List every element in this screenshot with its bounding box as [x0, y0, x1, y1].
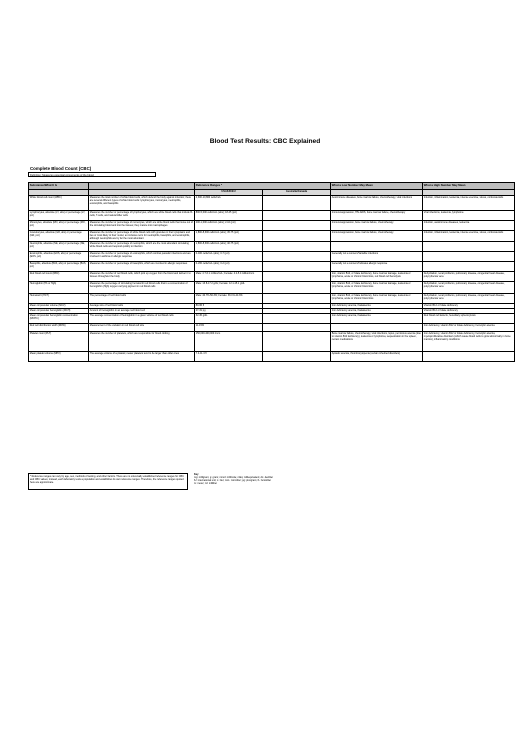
row-description: Average size of red blood cells [89, 303, 195, 308]
row-range-australia-canada [263, 313, 331, 323]
row-substance: Mean corpuscular hemoglobin concentration (MCHC) [29, 313, 89, 323]
row-range-usa-uk-eu: 1,800-8,300 cells/mcL (abs); 45-75 (pct) [195, 230, 263, 241]
row-range-australia-canada [263, 241, 331, 251]
row-description: Measures the number or percentage of white blood cells with granules in their cytoplasm and lies or most likely to their nuclei; an inclusive term for neutrophils, basophils, and eosinophils, although neutrophils are by far the most abundant [89, 230, 195, 241]
row-range-australia-canada [263, 351, 331, 361]
row-low-meaning: Autoimmune diseases, bone marrow failure, chemotherapy, viral infections [331, 195, 423, 210]
row-description: Measures the number or percentage of basophils, which are involved in allergic responses [89, 261, 195, 271]
header-what-it-is [89, 183, 195, 190]
row-description: Measures the number or percentage of lymphocytes, which are white blood cells that include B-cells, T-cells, and natural killer cells [89, 210, 195, 220]
row-substance: Red cell distribution width (RDW) [29, 323, 89, 331]
row-high-meaning: Vitamin B12 or folate deficiency [423, 303, 515, 308]
table-row [29, 230, 515, 241]
row-range-australia-canada [263, 271, 331, 281]
row-range-usa-uk-eu: 1,800-8,300 cells/mcL (abs); 40-75 (pct) [195, 241, 263, 251]
row-range-usa-uk-eu: Male: 13.8-17.2 g/dL; Female: 12.1-15.1 g/dL [195, 281, 263, 293]
row-low-meaning: Immunosuppression, HIV-AIDS, bone marrow failure, chemotherapy [331, 210, 423, 220]
table-row [29, 210, 515, 220]
key-heading: Key [194, 473, 199, 476]
row-low-meaning: Immunosuppression, bone marrow failure, chemotherapy [331, 220, 423, 230]
header-high-number: What a High Number May Mean [423, 183, 515, 190]
row-substance: Red blood cell count (RBC) [29, 271, 89, 281]
row-substance: Platelet count (PLT) [29, 331, 89, 351]
header-reference-ranges: Reference Ranges * [195, 183, 331, 190]
row-description: Measures the number or percentage of eosinophils, which combat parasitic infections and are involved in asthma or allergic response [89, 251, 195, 261]
row-substance: Mean platelet volume (MPV) [29, 351, 89, 361]
table-row [29, 195, 515, 210]
row-low-meaning: Iron, vitamin B12, or folate deficiency, bone marrow damage, leukemia or lymphoma, acute or chronic blood loss [331, 281, 423, 293]
row-high-meaning [423, 351, 515, 361]
row-high-meaning [423, 261, 515, 271]
row-description: The percentage of red blood cells [89, 293, 195, 303]
key-line: mg: milligram; g: gram; mmol: millimole; mEq: milliequivalent; dL: deciliter [194, 476, 274, 480]
row-range-australia-canada [263, 331, 331, 351]
key-block [194, 473, 314, 485]
row-substance: Lymphocytes, absolute (LY, abs) or percentage (LY, pct) [29, 210, 89, 220]
row-low-meaning: Iron, vitamin B12, or folate deficiency, bone marrow damage, leukemia or lymphoma, acute or chronic blood loss, red blood cell hemolysis [331, 271, 423, 281]
row-range-australia-canada [263, 251, 331, 261]
row-substance: Mean corpuscular volume (MCV) [29, 303, 89, 308]
row-low-meaning: Immunosuppression, bone marrow failure, chemotherapy [331, 230, 423, 241]
row-high-meaning: Iron deficiency, vitamin B12 or folate deficiency, hemolytic anemia, myeloproliferative disorders (which cause blood cells to grow abnormally in bone marrow), inflammatory conditions [423, 331, 515, 351]
row-range-australia-canada [263, 323, 331, 331]
row-substance: Hemoglobin (Hb or Hgb) [29, 281, 89, 293]
header-substance: Substance/What It Is [29, 183, 89, 190]
subheader-usa-uk-eu: USA/UK/EU [195, 189, 263, 195]
row-range-australia-canada [263, 210, 331, 220]
header-low-number: What a Low Number May Mean [331, 183, 423, 190]
row-substance: White blood cell count (WBC) [29, 195, 89, 210]
row-range-usa-uk-eu: 7.4-11.4 fl [195, 351, 263, 361]
row-high-meaning: Iron deficiency, vitamin B12 or folate deficiency, hemolytic anemia [423, 323, 515, 331]
row-substance: Basophils, absolute (BAS, abs) or percentage (BAS, pct) [29, 261, 89, 271]
row-description: The average concentration of hemoglobin in a given volume of red blood cells [89, 313, 195, 323]
table-row [29, 261, 515, 271]
row-high-meaning: Dehydration, renal problems, pulmonary disease, congenital heart disease, polycythemia vera [423, 271, 515, 281]
section-title: Complete Blood Count (CBC) [30, 166, 92, 171]
row-high-meaning: Dehydration, renal problems, pulmonary disease, congenital heart disease, polycythemia vera [423, 281, 515, 293]
table-row [29, 331, 515, 351]
table-body [29, 195, 515, 361]
row-substance: Eosinophils, absolute (EOS, abs) or percentage (EOS, pct) [29, 251, 89, 261]
row-low-meaning: Generally not a concern/Indicates allergic response [331, 261, 423, 271]
row-range-usa-uk-eu: 32-36 g/dL [195, 313, 263, 323]
row-low-meaning: Iron deficiency anemia, thalassemia [331, 303, 423, 308]
row-low-meaning: Iron, vitamin B12, or folate deficiency, bone marrow damage, leukemia or lymphoma, acute or chronic blood loss [331, 293, 423, 303]
table-row [29, 241, 515, 251]
row-description: Measures the number or percentage of monocytes, which are white blood cells that move out of the circulating blood and into the tissues; they mature into macrophages [89, 220, 195, 230]
row-high-meaning: Viral infections, leukemia, lymphoma [423, 210, 515, 220]
row-high-meaning: Dehydration, renal problems, pulmonary disease, congenital heart disease, polycythemia vera [423, 293, 515, 303]
key-line: IU: international unit; L: liter; mcL: microliter; pg: picogram; fL: femtoliter [194, 479, 272, 483]
row-high-meaning: Infection, autoimmune diseases, leukemia [423, 220, 515, 230]
row-description: Measures the number or percentage of neutrophils, which are the most abundant circulating white blood cells and respond quickly to infection [89, 241, 195, 251]
row-high-meaning: Red blood cell defects, hereditary spherocytosis [423, 313, 515, 323]
row-description: Measures the number of red blood cells, which pick up oxygen from the blood and deliver it to tissues throughout the body [89, 271, 195, 281]
row-range-usa-uk-eu: 150,000-400,000 /mcL [195, 331, 263, 351]
row-description: Measurement of the variation in red blood cell size [89, 323, 195, 331]
row-description: Measures the total number of white blood cells, which defend the body against infection; there are several different types of white blood cells: lymphocytes, monocytes, neutrophils, eosinophils, and basophils [89, 195, 195, 210]
row-range-australia-canada [263, 230, 331, 241]
definition-box: Definition: Measures essential components of the blood [28, 172, 156, 177]
row-low-meaning [331, 241, 423, 251]
row-low-meaning: Bone marrow failure, chemotherapy, viral infections, lupus, pernicious anemia (due to vitamin B12 deficiency), leukemia or lymphoma, sequestration in the spleen, certain medications [331, 331, 423, 351]
row-description: Measures the number of platelets, which are responsible for blood clotting [89, 331, 195, 351]
row-substance: Mean corpuscular hemoglobin (MCH) [29, 308, 89, 313]
row-range-usa-uk-eu: 0-200 cells/mcL (abs); 0-2 (pct) [195, 261, 263, 271]
row-low-meaning: Iron deficiency anemia, thalassemia [331, 308, 423, 313]
row-range-usa-uk-eu: 80-95 fl [195, 303, 263, 308]
row-substance: Monocytes, absolute (MO, abs) or percentage (MO, pct) [29, 220, 89, 230]
row-low-meaning: Iron deficiency anemia, thalassemia [331, 313, 423, 323]
row-low-meaning: Generally not a concern/Variable infections [331, 251, 423, 261]
row-range-usa-uk-eu: Male: 40.7%-50.3%; Female: 36.1%-44.3% [195, 293, 263, 303]
row-substance: Hematocrit (HCT) [29, 293, 89, 303]
row-high-meaning: Vitamin B12 or folate deficiency [423, 308, 515, 313]
key-line: m: meter; ml: milliliter [194, 482, 218, 486]
row-low-meaning [331, 323, 423, 331]
table-row [29, 220, 515, 230]
cbc-table [28, 182, 515, 362]
row-substance: Granulocytes, absolute (GR, abs) or percentage (GR, pct) [29, 230, 89, 241]
row-range-australia-canada [263, 281, 331, 293]
row-description: Measures the percentage of circulating hematocrit red blood cells that is a concentration of hemoglobin (Hgb) oxygen carrying pigment in red blood cells [89, 281, 195, 293]
row-high-meaning: Infection, inflammation, leukemia, intense exercise, stress, corticosteroids [423, 195, 515, 210]
row-low-meaning: Aplastic anemia, thrombocytopenia (certain inherited disorders) [331, 351, 423, 361]
row-range-usa-uk-eu: 0-400 cells/mcL (abs); 0-7 (pct) [195, 251, 263, 261]
row-range-australia-canada [263, 293, 331, 303]
row-range-usa-uk-eu: 200-1,000 cells/mcL (abs); 2-10 (pct) [195, 220, 263, 230]
footnote-box: * Reference ranges can vary by age, sex, methods of testing, and other factors. There are no universally established reference ranges for CBC and CBC values; instead, each laboratory tests a population and establishes its own reference ranges. Therefore, the reference ranges quoted here are approximate. [28, 473, 188, 490]
row-range-usa-uk-eu: 800-5,000 cells/mcL (abs); 18-45 (pct) [195, 210, 263, 220]
subheader-australia-canada: Australia/Canada [263, 189, 331, 195]
page-title: Blood Test Results: CBC Explained [209, 138, 321, 145]
table-row [29, 293, 515, 303]
table-row [29, 251, 515, 261]
table-header-row [29, 183, 515, 190]
row-range-australia-canada [263, 220, 331, 230]
row-substance: Neutrophils, absolute (NE, abs) or percentage (NE, pct) [29, 241, 89, 251]
row-range-usa-uk-eu: 27-31 pg [195, 308, 263, 313]
table-row [29, 281, 515, 293]
table-row [29, 313, 515, 323]
row-high-meaning [423, 241, 515, 251]
row-description: The average volume of a platelet; newer platelets tend to be larger than older ones [89, 351, 195, 361]
row-range-usa-uk-eu: 4,300-10,800 cells/mcL [195, 195, 263, 210]
table-row [29, 351, 515, 361]
table-row [29, 323, 515, 331]
row-range-australia-canada [263, 261, 331, 271]
row-high-meaning [423, 251, 515, 261]
table-row [29, 271, 515, 281]
row-high-meaning: Infection, inflammation, leukemia, intense exercise, stress, corticosteroids [423, 230, 515, 241]
row-range-usa-uk-eu: Male: 4.7-6.1 million/mcL; Female: 4.2-5.4 million/mcL [195, 271, 263, 281]
row-description: Amount of hemoglobin in an average red blood cell [89, 308, 195, 313]
row-range-australia-canada [263, 195, 331, 210]
row-range-usa-uk-eu: 11-15% [195, 323, 263, 331]
